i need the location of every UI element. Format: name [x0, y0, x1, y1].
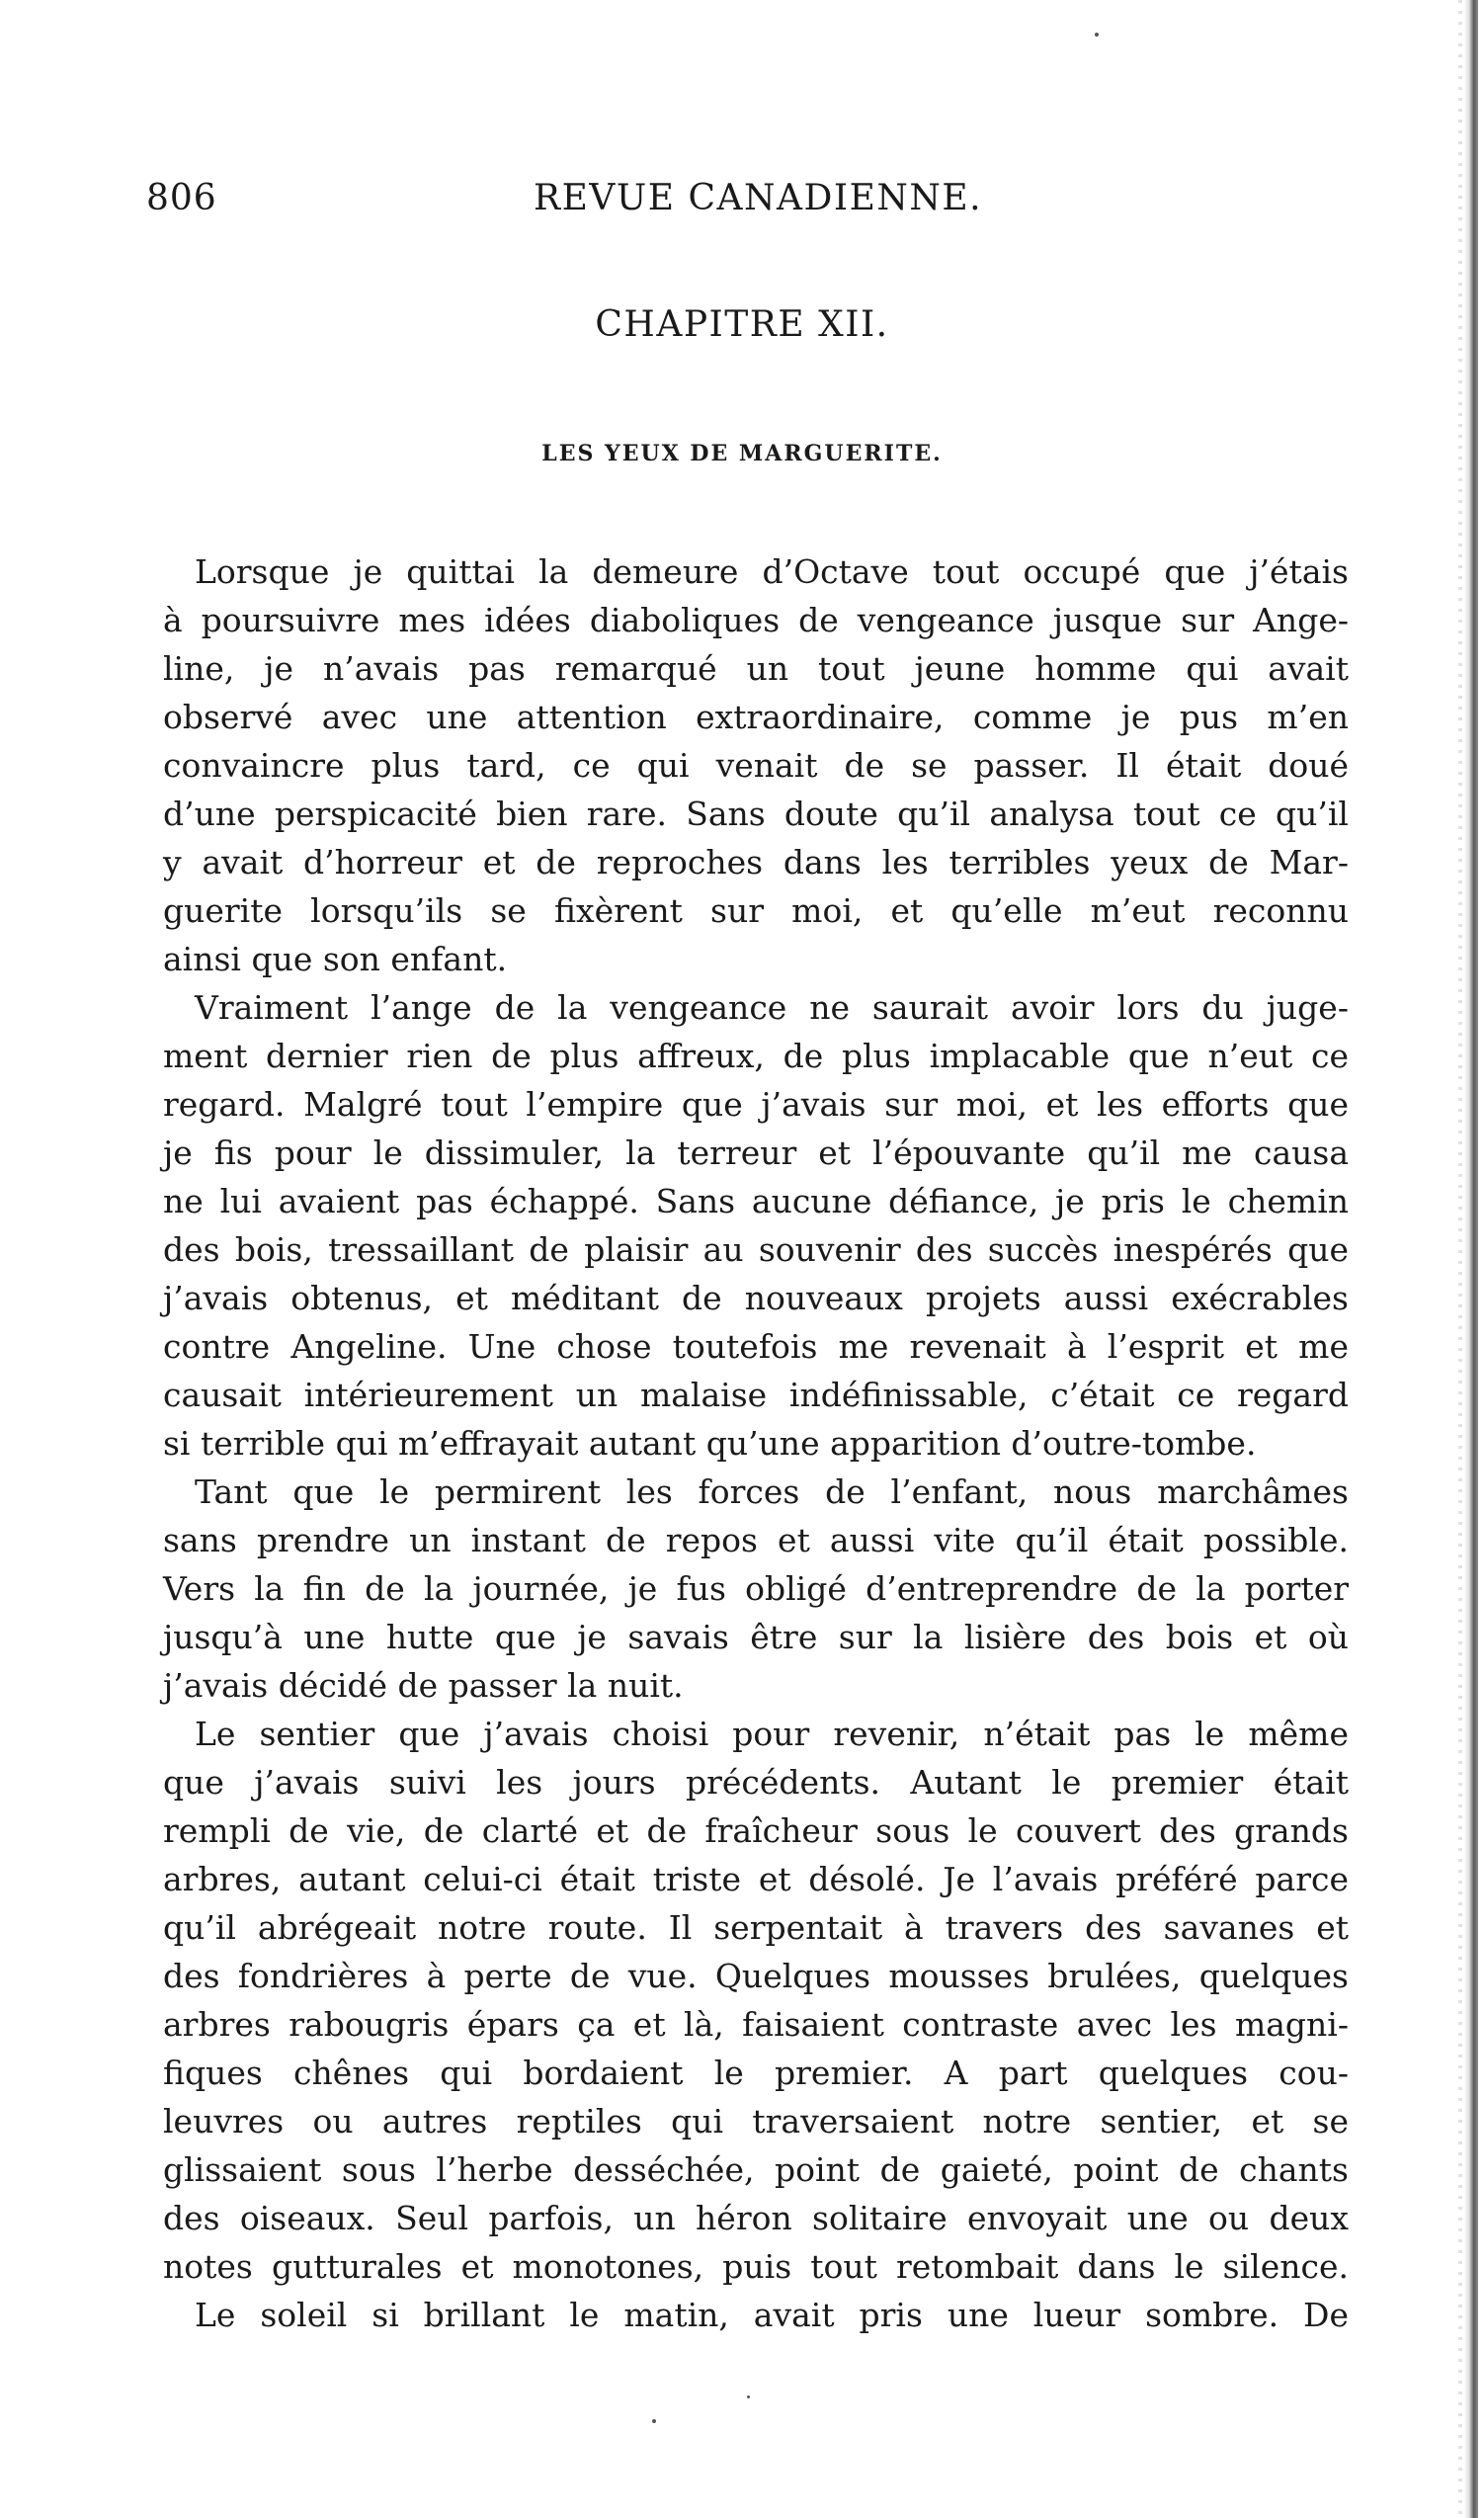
chapter-subtitle: LES YEUX DE MARGUERITE.	[541, 441, 943, 466]
text-line: Vers la fin de la journée, je fus obligé d’entreprendre de la porter	[163, 1569, 1349, 1608]
text-line: y avait d’horreur et de reproches dans les terribles yeux de Mar-	[163, 843, 1349, 881]
text-line: observé avec une attention extraordinaire, comme je pus m’en	[163, 698, 1349, 736]
text-line: rempli de vie, de clarté et de fraîcheur sous le couvert des grands	[163, 1811, 1349, 1850]
text-line: ment dernier rien de plus affreux, de plus implacable que n’eut ce	[163, 1037, 1349, 1075]
text-line: causait intérieurement un malaise indéfinissable, c’était ce regard	[163, 1376, 1349, 1414]
text-line: arbres rabougris épars ça et là, faisaient contraste avec les magni-	[163, 2005, 1349, 2044]
page-number: 806	[146, 178, 217, 218]
text-line: Lorsque je quittai la demeure d’Octave tout occupé que j’étais	[195, 552, 1349, 591]
text-line: convaincre plus tard, ce qui venait de se passer. Il était doué	[163, 746, 1349, 785]
chapter-title: CHAPITRE XII.	[595, 304, 889, 345]
text-line: des fondrières à perte de vue. Quelques mousses brulées, quelques	[163, 1957, 1349, 1995]
body-text	[163, 547, 1349, 2339]
text-line: contre Angeline. Une chose toutefois me revenait à l’esprit et me	[163, 1327, 1349, 1366]
text-line: j’avais décidé de passer la nuit.	[163, 1666, 684, 1705]
text-line: qu’il abrégeait notre route. Il serpentait à travers des savanes et	[163, 1908, 1349, 1947]
text-line: ainsi que son enfant.	[163, 940, 508, 978]
text-line: ne lui avaient pas échappé. Sans aucune défiance, je pris le chemin	[163, 1182, 1349, 1220]
text-line: glissaient sous l’herbe desséchée, point de gaieté, point de chants	[163, 2150, 1349, 2189]
text-line: fiques chênes qui bordaient le premier. A part quelques cou-	[163, 2054, 1349, 2092]
text-line: à poursuivre mes idées diaboliques de vengeance jusque sur Ange-	[163, 601, 1349, 639]
text-line: arbres, autant celui-ci était triste et désolé. Je l’avais préféré parce	[163, 1860, 1349, 1898]
text-line: Le sentier que j’avais choisi pour revenir, n’était pas le même	[195, 1715, 1349, 1753]
text-line: j’avais obtenus, et méditant de nouveaux projets aussi exécrables	[163, 1279, 1349, 1317]
text-line: d’une perspicacité bien rare. Sans doute qu’il analysa tout ce qu’il	[163, 795, 1349, 833]
scan-edge-texture	[1458, 0, 1462, 2518]
text-line: Le soleil si brillant le matin, avait pris une lueur sombre. De	[195, 2296, 1349, 2334]
text-line: Vraiment l’ange de la vengeance ne saurait avoir lors du juge-	[195, 988, 1349, 1027]
text-line: leuvres ou autres reptiles qui traversaient notre sentier, et se	[163, 2102, 1349, 2140]
text-line: des oiseaux. Seul parfois, un héron solitaire envoyait une ou deux	[163, 2199, 1349, 2237]
text-line: notes gutturales et monotones, puis tout retombait dans le silence.	[163, 2247, 1349, 2286]
text-line: des bois, tressaillant de plaisir au souvenir des succès inespérés que	[163, 1230, 1349, 1269]
text-line: Tant que le permirent les forces de l’enfant, nous marchâmes	[195, 1472, 1349, 1511]
text-line: line, je n’avais pas remarqué un tout jeune homme qui avait	[163, 649, 1349, 688]
running-head	[146, 178, 1371, 237]
scan-edge-shadow	[1464, 0, 1478, 2518]
text-line: sans prendre un instant de repos et aussi vite qu’il était possible.	[163, 1521, 1349, 1559]
text-line: je fis pour le dissimuler, la terreur et l’épouvante qu’il me causa	[163, 1133, 1349, 1172]
scan-speck	[747, 2395, 750, 2398]
text-line: que j’avais suivi les jours précédents. Autant le premier était	[163, 1763, 1349, 1802]
scan-speck	[1095, 33, 1099, 37]
text-line: jusqu’à une hutte que je savais être sur la lisière des bois et où	[163, 1618, 1349, 1656]
text-line: regard. Malgré tout l’empire que j’avais sur moi, et les efforts que	[163, 1085, 1349, 1124]
text-line: guerite lorsqu’ils se fixèrent sur moi, et qu’elle m’eut reconnu	[163, 891, 1349, 930]
text-line: si terrible qui m’effrayait autant qu’une apparition d’outre-tombe.	[163, 1424, 1257, 1463]
journal-title: REVUE CANADIENNE.	[534, 178, 983, 218]
scan-speck	[652, 2419, 656, 2423]
